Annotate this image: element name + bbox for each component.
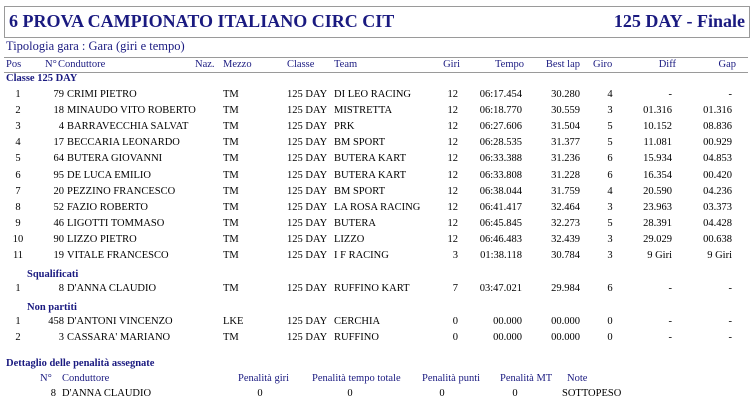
cell-giri: 12 [447, 217, 458, 229]
cell-giro: 3 [607, 201, 613, 213]
table-row [0, 184, 752, 200]
pen-col-driver: Conduttore [62, 373, 110, 384]
cell-giri: 0 [452, 332, 458, 343]
cell-driver: PEZZINO FRANCESCO [67, 185, 176, 197]
cell-tempo: 06:38.044 [479, 185, 522, 197]
cell-giro: 4 [607, 185, 613, 197]
cell-best: 32.439 [551, 233, 580, 245]
cell-driver: CASSARA' MARIANO [67, 332, 171, 343]
col-best: Best lap [545, 59, 580, 70]
cell-diff: - [668, 332, 672, 343]
cell-tempo: 06:17.454 [479, 89, 522, 100]
col-giri: Giri [443, 59, 460, 70]
penalty-cell-mt: 0 [512, 388, 518, 399]
cell-best: 31.228 [551, 169, 580, 181]
cell-gap: 00.638 [703, 233, 732, 245]
pen-col-giri: Penalità giri [238, 373, 290, 384]
race-type-value: Gara (giri e tempo) [88, 39, 185, 53]
cell-num: 20 [53, 185, 64, 197]
cell-pos: 1 [15, 283, 21, 294]
penalty-column-header [0, 372, 752, 386]
cell-giri: 12 [447, 185, 458, 197]
cell-tempo: 06:46.483 [479, 233, 522, 245]
cell-gap: 00.929 [703, 137, 732, 149]
penalty-cell-driver: D'ANNA CLAUDIO [62, 388, 152, 399]
cell-gap: 04.236 [703, 185, 732, 197]
cell-diff: 01.316 [643, 105, 672, 117]
table-row [0, 168, 752, 184]
cell-diff: - [668, 283, 672, 294]
table-row [0, 281, 752, 297]
cell-mezzo: TM [223, 137, 239, 149]
pen-col-mt: Penalità MT [500, 373, 553, 384]
cell-best: 31.377 [551, 137, 580, 149]
cell-num: 79 [53, 89, 64, 100]
cell-mezzo: TM [223, 105, 239, 117]
cell-best: 00.000 [551, 316, 580, 327]
dns-title: Non partiti [27, 302, 77, 313]
col-naz: Naz. [195, 59, 215, 70]
cell-driver: FAZIO ROBERTO [67, 201, 148, 213]
cell-driver: BECCARIA LEONARDO [67, 137, 180, 149]
pen-col-tempo: Penalità tempo totale [312, 373, 401, 384]
cell-num: 19 [53, 250, 64, 261]
cell-giro: 5 [607, 121, 613, 133]
col-num: N° [45, 59, 57, 70]
cell-giri: 12 [447, 169, 458, 181]
cell-pos: 10 [12, 233, 24, 245]
cell-gap: 03.373 [703, 201, 732, 213]
cell-pos: 2 [15, 332, 21, 343]
cell-team: BM SPORT [334, 137, 386, 149]
col-classe: Classe [287, 59, 315, 70]
cell-best: 31.759 [551, 185, 580, 197]
cell-pos: 8 [15, 201, 21, 213]
cell-mezzo: TM [223, 121, 239, 133]
cell-driver: DE LUCA EMILIO [67, 169, 151, 181]
cell-classe: 125 DAY [287, 169, 328, 181]
cell-tempo: 06:18.770 [479, 105, 522, 117]
cell-tempo: 00.000 [493, 332, 522, 343]
cell-mezzo: TM [223, 201, 239, 213]
cell-team: BUTERA [334, 217, 376, 229]
cell-mezzo: TM [223, 332, 239, 343]
cell-classe: 125 DAY [287, 332, 328, 343]
penalty-cell-giri: 0 [257, 388, 263, 399]
cell-driver: VITALE FRANCESCO [67, 250, 169, 261]
table-row [0, 103, 752, 119]
cell-mezzo: TM [223, 233, 239, 245]
cell-num: 90 [53, 233, 64, 245]
cell-num: 4 [58, 121, 64, 133]
cell-giri: 12 [447, 153, 458, 165]
cell-diff: 11.081 [643, 137, 672, 149]
penalty-title: Dettaglio delle penalità assegnate [6, 358, 155, 369]
cell-num: 8 [58, 283, 64, 294]
table-row [0, 200, 752, 216]
cell-num: 17 [53, 137, 64, 149]
cell-team: RUFFINO KART [334, 283, 410, 294]
cell-giri: 12 [447, 137, 458, 149]
cell-team: LA ROSA RACING [334, 201, 421, 213]
cell-diff: 29.029 [643, 233, 672, 245]
cell-tempo: 06:33.388 [479, 153, 522, 165]
cell-giro: 5 [607, 217, 613, 229]
cell-driver: D'ANTONI VINCENZO [67, 316, 173, 327]
cell-giri: 12 [447, 89, 458, 100]
cell-team: PRK [334, 121, 355, 133]
cell-classe: 125 DAY [287, 233, 328, 245]
cell-team: BUTERA KART [334, 169, 406, 181]
cell-num: 64 [53, 153, 64, 165]
table-row [0, 119, 752, 135]
cell-classe: 125 DAY [287, 217, 328, 229]
cell-gap: 04.428 [703, 217, 732, 229]
col-driver: Conduttore [58, 59, 106, 70]
cell-diff: 28.391 [643, 217, 672, 229]
cell-num: 18 [53, 105, 64, 117]
penalty-row [0, 386, 752, 402]
cell-pos: 6 [15, 169, 21, 181]
penalty-cell-punti: 0 [439, 388, 445, 399]
cell-classe: 125 DAY [287, 250, 328, 261]
cell-classe: 125 DAY [287, 185, 328, 197]
event-name: 125 DAY - Finale [613, 11, 745, 31]
cell-classe: 125 DAY [287, 105, 328, 117]
table-row [0, 232, 752, 248]
table-row [0, 87, 752, 103]
cell-num: 46 [53, 217, 64, 229]
cell-diff: 9 Giri [647, 250, 672, 261]
table-row [0, 248, 752, 264]
cell-gap: - [728, 283, 732, 294]
cell-mezzo: TM [223, 185, 239, 197]
cell-driver: MINAUDO VITO ROBERTO [67, 105, 196, 117]
cell-team: LIZZO [334, 233, 365, 245]
cell-giri: 12 [447, 201, 458, 213]
cell-driver: D'ANNA CLAUDIO [67, 283, 157, 294]
cell-pos: 2 [15, 105, 21, 117]
cell-giro: 3 [607, 105, 613, 117]
cell-giro: 6 [607, 169, 613, 181]
cell-best: 30.559 [551, 105, 580, 117]
cell-driver: LIGOTTI TOMMASO [67, 217, 165, 229]
cell-mezzo: TM [223, 250, 239, 261]
cell-mezzo: TM [223, 169, 239, 181]
class-title: Classe 125 DAY [6, 73, 78, 84]
cell-gap: 08.836 [703, 121, 732, 133]
cell-pos: 4 [15, 137, 21, 149]
cell-classe: 125 DAY [287, 201, 328, 213]
cell-best: 32.273 [551, 217, 580, 229]
cell-pos: 7 [15, 185, 21, 197]
race-type [6, 39, 185, 54]
cell-best: 30.784 [551, 250, 580, 261]
pen-col-num: N° [40, 373, 52, 384]
race-type-label: Tipologia gara : [6, 39, 86, 53]
cell-pos: 1 [15, 89, 21, 100]
cell-giro: 4 [607, 89, 613, 100]
cell-giro: 0 [607, 316, 613, 327]
table-row [0, 314, 752, 330]
cell-tempo: 06:27.606 [479, 121, 522, 133]
cell-diff: 15.934 [643, 153, 672, 165]
cell-giri: 7 [452, 283, 458, 294]
cell-diff: 10.152 [643, 121, 672, 133]
cell-giri: 12 [447, 233, 458, 245]
cell-giro: 5 [607, 137, 613, 149]
penalty-cell-num: 8 [50, 388, 56, 399]
cell-classe: 125 DAY [287, 137, 328, 149]
cell-gap: - [728, 332, 732, 343]
cell-giro: 6 [607, 153, 613, 165]
cell-classe: 125 DAY [287, 89, 328, 100]
cell-driver: BUTERA GIOVANNI [67, 153, 163, 165]
cell-tempo: 06:28.535 [479, 137, 522, 149]
cell-tempo: 01:38.118 [480, 250, 522, 261]
cell-giri: 12 [447, 121, 458, 133]
col-pos: Pos [6, 59, 22, 70]
col-mezzo: Mezzo [223, 59, 252, 70]
cell-pos: 1 [15, 316, 21, 327]
cell-tempo: 06:41.417 [479, 201, 522, 213]
col-diff: Diff [658, 59, 676, 70]
cell-best: 31.504 [551, 121, 580, 133]
col-giro: Giro [593, 59, 613, 70]
cell-giro: 6 [607, 283, 613, 294]
cell-team: I F RACING [334, 250, 389, 261]
table-row [0, 151, 752, 167]
cell-num: 95 [53, 169, 64, 181]
col-gap: Gap [718, 59, 736, 70]
cell-mezzo: TM [223, 153, 239, 165]
cell-mezzo: TM [223, 217, 239, 229]
penalty-cell-tempo: 0 [347, 388, 353, 399]
cell-best: 31.236 [551, 153, 580, 165]
cell-driver: BARRAVECCHIA SALVAT [67, 121, 189, 133]
cell-tempo: 00.000 [493, 316, 522, 327]
cell-num: 3 [58, 332, 64, 343]
cell-gap: 9 Giri [707, 250, 732, 261]
cell-gap: 01.316 [703, 105, 732, 117]
cell-tempo: 06:33.808 [479, 169, 522, 181]
cell-diff: 23.963 [643, 201, 672, 213]
cell-team: BUTERA KART [334, 153, 406, 165]
cell-diff: 20.590 [643, 185, 672, 197]
cell-driver: CRIMI PIETRO [67, 89, 137, 100]
cell-classe: 125 DAY [287, 153, 328, 165]
cell-diff: 16.354 [643, 169, 672, 181]
cell-giro: 0 [607, 332, 613, 343]
col-team: Team [334, 59, 358, 70]
cell-team: DI LEO RACING [334, 89, 411, 100]
cell-pos: 3 [15, 121, 21, 133]
cell-gap: - [728, 89, 732, 100]
cell-num: 458 [48, 316, 64, 327]
cell-tempo: 06:45.845 [479, 217, 522, 229]
cell-best: 32.464 [551, 201, 580, 213]
cell-giro: 3 [607, 250, 613, 261]
cell-best: 29.984 [551, 283, 580, 294]
pen-col-note: Note [567, 373, 588, 384]
cell-team: CERCHIA [334, 316, 381, 327]
cell-pos: 5 [15, 153, 21, 165]
cell-giro: 3 [607, 233, 613, 245]
table-row [0, 330, 752, 346]
cell-best: 00.000 [551, 332, 580, 343]
cell-team: MISTRETTA [334, 105, 393, 117]
cell-team: BM SPORT [334, 185, 386, 197]
cell-classe: 125 DAY [287, 316, 328, 327]
penalty-cell-note: SOTTOPESO [562, 388, 622, 399]
cell-diff: - [668, 89, 672, 100]
cell-giri: 0 [452, 316, 458, 327]
table-row [0, 216, 752, 232]
report-header [4, 6, 750, 38]
cell-mezzo: TM [223, 283, 239, 294]
cell-classe: 125 DAY [287, 121, 328, 133]
pen-col-punti: Penalità punti [422, 373, 481, 384]
table-row [0, 135, 752, 151]
cell-giri: 3 [452, 250, 458, 261]
cell-best: 30.280 [551, 89, 580, 100]
column-header-row [4, 57, 748, 73]
cell-gap: 00.420 [703, 169, 732, 181]
cell-mezzo: TM [223, 89, 239, 100]
cell-pos: 9 [15, 217, 21, 229]
cell-tempo: 03:47.021 [479, 283, 522, 294]
cell-gap: - [728, 316, 732, 327]
cell-giri: 12 [447, 105, 458, 117]
cell-diff: - [668, 316, 672, 327]
disqualified-title: Squalificati [27, 269, 79, 280]
cell-team: RUFFINO [334, 332, 379, 343]
cell-gap: 04.853 [703, 153, 732, 165]
cell-mezzo: LKE [223, 316, 244, 327]
cell-classe: 125 DAY [287, 283, 328, 294]
cell-num: 52 [53, 201, 64, 213]
col-tempo: Tempo [494, 59, 524, 70]
report-title: 6 PROVA CAMPIONATO ITALIANO CIRC CIT [9, 11, 395, 31]
cell-driver: LIZZO PIETRO [67, 233, 137, 245]
cell-pos: 11 [12, 250, 24, 261]
